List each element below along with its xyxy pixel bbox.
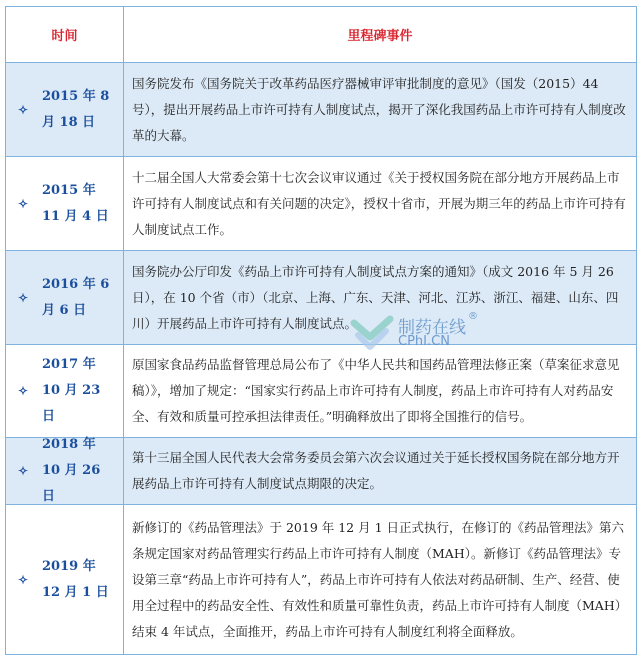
date-text: 2016 年 6 月 6 日 bbox=[42, 276, 110, 318]
date-cell bbox=[6, 505, 124, 654]
event-text: 国务院发布《国务院关于改革药品医疗器械审评审批制度的意见》（国发（2015）44 号），提出开展药品上市许可持有人制度试点，揭开了深化我国药品上市许可持有人制度改革的大幕。 bbox=[132, 75, 626, 143]
diamond-bullet-icon: ✧ bbox=[18, 196, 29, 211]
table-row bbox=[6, 62, 636, 156]
date-cell bbox=[6, 63, 124, 156]
diamond-bullet-icon: ✧ bbox=[18, 384, 29, 398]
event-text: 国务院办公厅印发《药品上市许可持有人制度试点方案的通知》（成文 2016 年 5 月 26 日），在 10 个省（市）（北京、上海、广东、天津、河北、江苏、浙江、福建、山东、四川）开展药品上市许可持有人制度试点。 bbox=[132, 263, 619, 331]
diamond-bullet-icon: ✧ bbox=[18, 290, 29, 305]
header-time: 时间 bbox=[6, 7, 124, 62]
date-cell bbox=[6, 345, 124, 437]
event-text: 新修订的《药品管理法》于 2019 年 12 月 1 日正式执行，在修订的《药品管理法》第六条规定国家对药品管理实行药品上市许可持有人制度（MAH）。新修订《药品管理法》专设第三章“药品上市许可持有人”，药品上市许可持有人依法对药品研制、生产、经营、使用全过程中的药品安全性、有效性和质量可靠性负责，药品上市许可持有人制度（MAH）结束 4 年试点，全面推开，药品上市许可持有人制度红利将全面释放。 bbox=[132, 519, 628, 639]
date-text: 2015 年 11 月 4 日 bbox=[42, 182, 109, 224]
watermark-text-en: CPhI.CN bbox=[398, 334, 450, 349]
table-row bbox=[6, 437, 636, 504]
date-cell bbox=[6, 438, 124, 504]
table-row bbox=[6, 250, 636, 344]
event-text: 原国家食品药品监督管理总局公布了《中华人民共和国药品管理法修正案（草案征求意见稿）》，增加了规定：“国家实行药品上市许可持有人制度，药品上市许可持有人对药品安全、有效和质量可控承担法律责任。”明确释放出了即将全国推行的信号。 bbox=[132, 357, 620, 424]
diamond-bullet-icon: ✧ bbox=[18, 102, 29, 117]
table-row bbox=[6, 156, 636, 250]
date-cell bbox=[6, 157, 124, 250]
table-header bbox=[6, 7, 636, 62]
diamond-bullet-icon: ✧ bbox=[18, 464, 29, 478]
date-text: 2018 年 10 月 26 日 bbox=[42, 437, 101, 504]
date-text: 2019 年 12 月 1 日 bbox=[42, 558, 109, 600]
header-event: 里程碑事件 bbox=[347, 29, 413, 44]
watermark-text-cn: 制药在线 bbox=[398, 318, 466, 338]
event-text: 第十三届全国人民代表大会常务委员会第六次会议通过关于延长授权国务院在部分地方开展药品上市许可持有人制度试点期限的决定。 bbox=[132, 450, 620, 491]
table-row bbox=[6, 344, 636, 437]
date-text: 2017 年 10 月 23 日 bbox=[42, 357, 101, 424]
date-text: 2015 年 8 月 18 日 bbox=[42, 88, 110, 130]
diamond-bullet-icon: ✧ bbox=[18, 572, 29, 587]
watermark-registered-mark: ® bbox=[468, 311, 478, 322]
milestone-table bbox=[5, 6, 637, 655]
table-row bbox=[6, 504, 636, 654]
date-cell bbox=[6, 251, 124, 344]
event-text: 十二届全国人大常委会第十七次会议审议通过《关于授权国务院在部分地方开展药品上市许可持有人制度试点和有关问题的决定》，授权十省市，开展为期三年的药品上市许可持有人制度试点工作。 bbox=[132, 169, 626, 237]
